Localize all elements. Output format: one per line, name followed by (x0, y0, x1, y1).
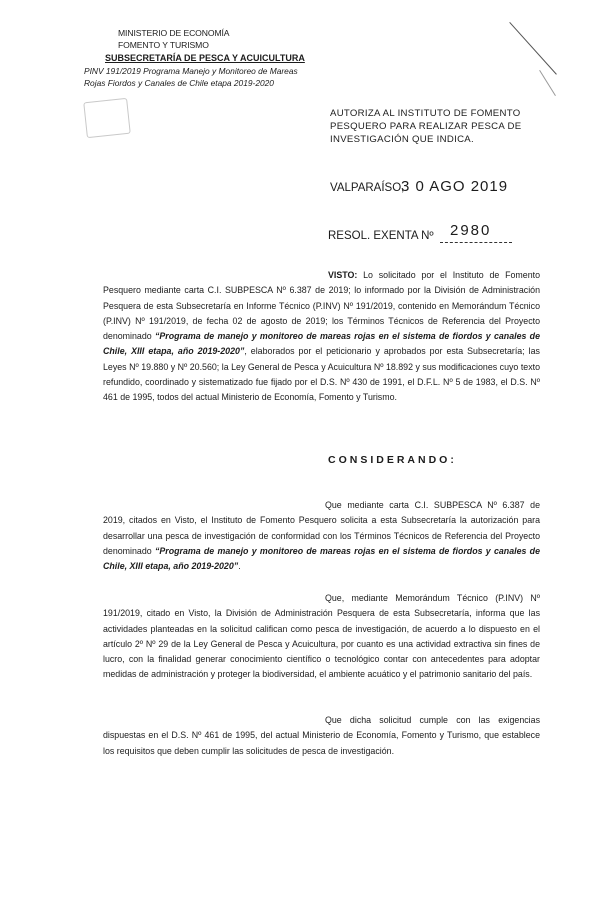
considerando-heading: CONSIDERANDO: (328, 454, 457, 466)
reference-line-2: Rojas Fiordos y Canales de Chile etapa 2019-2020 (84, 78, 274, 88)
visto-project-name: “Programa de manejo y monitoreo de mareas rojas en el sistema de fiordos y canales de Chile, XIII etapa, año 2019-2020” (103, 331, 540, 357)
date-stamp: 3 0 AGO 2019 (401, 178, 509, 195)
resolution-label: RESOL. EXENTA Nº (328, 230, 434, 242)
c1-text-1: Que mediante carta C.I. SUBPESCA Nº 6.387 de 2019, citados en Visto, el Instituto de Fomento Pesquero solicita a esta Subsecretaría la autorización para desarrollar una pesca de investigación de conformidad con los Términos Técnicos de Referencia del Proyecto denominado (103, 500, 540, 556)
ministry-line-2: FOMENTO Y TURISMO (118, 40, 209, 50)
ministry-line: MINISTERIO DE ECONOMÍA (118, 28, 230, 38)
visto-text-1: Lo solicitado por el Instituto de Fomento Pesquero mediante carta C.I. SUBPESCA Nº 6.387 de 2019; lo informado por la División de Administración Pesquera de esta Subsecretaría en Informe Técnico (P.INV) Nº 191/2019, contenido en Memorándum Técnico (P.INV) Nº 191/2019, de fecha 02 de agosto de 2019; los Términos Técnicos de Referencia del Proyecto denominado (103, 270, 540, 342)
reference-line-1: PINV 191/2019 Programa Manejo y Monitoreo de Mareas (84, 66, 298, 76)
faded-stamp (83, 98, 131, 138)
c3-text-1: Que dicha solicitud cumple con las exigencias dispuestas en el D.S. Nº 461 de 1995, del actual Ministerio de Economía, Fomento y Turismo, que establece los requisitos que deben cumplir las solicitudes de pesca de investigación. (103, 715, 540, 756)
place-label: VALPARAÍSO, (330, 182, 405, 194)
visto-paragraph (103, 268, 540, 406)
scan-mark-line (539, 70, 556, 96)
visto-label: VISTO: (328, 270, 358, 280)
considerando-paragraph-2 (103, 591, 540, 683)
subsecretaria-line: SUBSECRETARÍA DE PESCA Y ACUICULTURA (105, 53, 305, 63)
resolution-number-line (440, 242, 512, 243)
visto-text-2: , elaborados por el peticionario y aprobados por esta Subsecretaría; las Leyes Nº 19.880 y Nº 20.560; la Ley General de Pesca y Acuicultura Nº 18.892 y sus modificaciones cuyo texto refundido, coordinado y sistematizado fue fijado por el D.S. Nº 430 de 1991, el D.F.L. Nº 5 de 1983, el D.S. Nº 461 de 1995, todos del actual Ministerio de Economía, Fomento y Turismo. (103, 346, 540, 403)
resolution-number: 2980 (450, 222, 492, 239)
scan-mark-line (509, 22, 557, 75)
c1-project-name: “Programa de manejo y monitoreo de mareas rojas en el sistema de fiordos y canales de Chile, XIII etapa, año 2019-2020” (103, 545, 540, 572)
considerando-paragraph-3 (103, 713, 540, 759)
c1-text-2: . (238, 561, 241, 572)
resolution-title: AUTORIZA AL INSTITUTO DE FOMENTO PESQUERO PARA REALIZAR PESCA DE INVESTIGACIÓN QUE INDICA. (330, 108, 522, 145)
considerando-paragraph-1 (103, 498, 540, 574)
c2-text-1: Que, mediante Memorándum Técnico (P.INV) Nº 191/2019, citado en Visto, la División de Administración Pesquera de esta Subsecretaría, informa que las actividades planteadas en la solicitud califican como pesca de investigación, de acuerdo a lo dispuesto en el artículo 2º Nº 29 de la Ley General de Pesca y Acuicultura, por cuanto es una actividad extractiva sin fines de lucro, con la finalidad generar conocimiento científico o tecnológico contar con antecedentes para adoptar medidas de administración y proteger la biodiversidad, el ambiente acuático y el patrimonio sanitario del país. (103, 593, 540, 680)
